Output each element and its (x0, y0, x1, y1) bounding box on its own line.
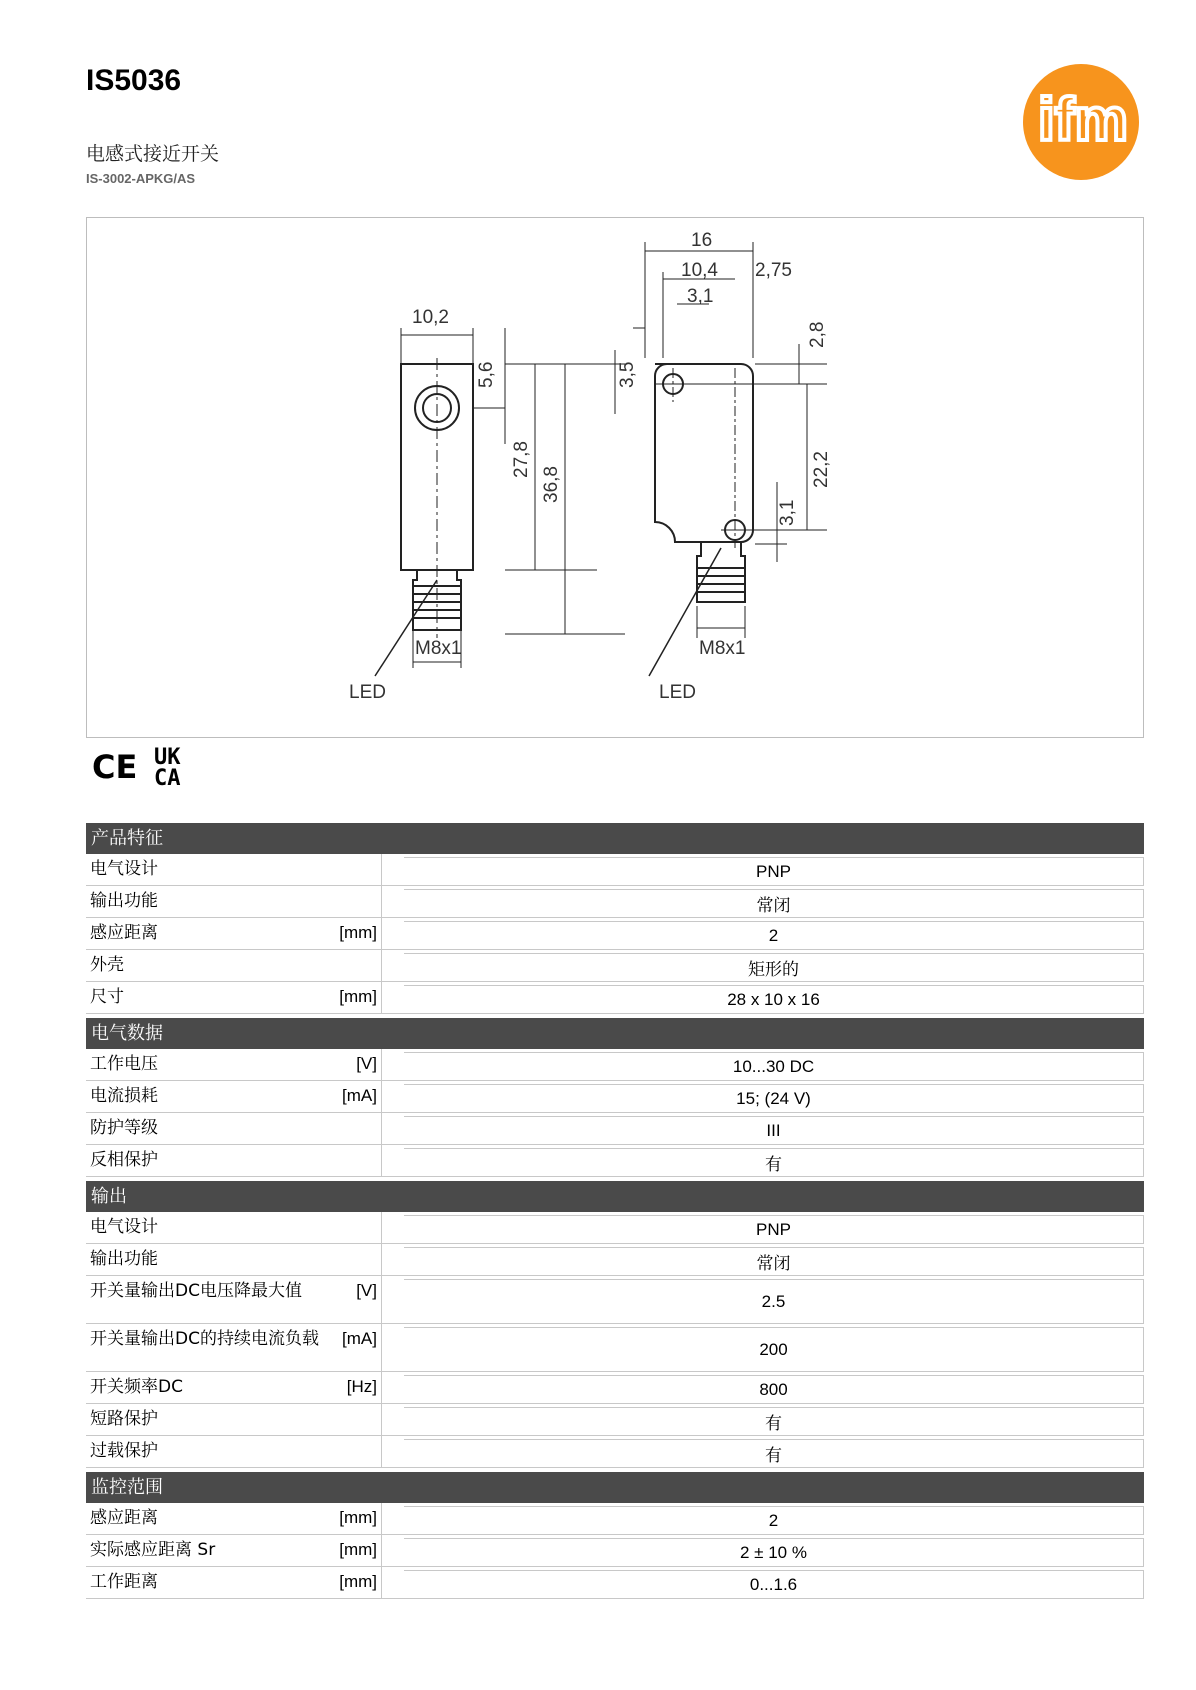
spec-unit: [Hz] (346, 1377, 377, 1396)
spec-label: 开关量输出DC电压降最大值 (90, 1281, 302, 1301)
spec-row (86, 1567, 1144, 1599)
spec-label: 电流损耗 (90, 1086, 158, 1106)
spec-unit: [V] (356, 1281, 377, 1300)
spec-row (86, 918, 1144, 950)
spec-row (86, 1081, 1144, 1113)
svg-text:2,8: 2,8 (807, 321, 828, 348)
spec-row (86, 1372, 1144, 1404)
svg-text:27,8: 27,8 (511, 441, 532, 478)
spec-unit: [mm] (339, 1508, 377, 1527)
spec-label-cell (86, 854, 382, 885)
spec-unit: [mm] (339, 987, 377, 1006)
spec-value: III (404, 1116, 1144, 1144)
spec-value: 2 (404, 1506, 1144, 1534)
spec-value: 10...30 DC (404, 1052, 1144, 1080)
svg-text:3,5: 3,5 (617, 361, 638, 388)
spec-label: 尺寸 (90, 987, 124, 1007)
spec-label-cell (86, 918, 382, 949)
spec-row (86, 1276, 1144, 1324)
part-number: IS-3002-APKG/AS (86, 171, 196, 186)
spec-label: 外壳 (90, 955, 124, 975)
svg-text:36,8: 36,8 (541, 466, 562, 503)
spec-value: 矩形的 (404, 953, 1144, 981)
spec-value: 常闭 (404, 1247, 1144, 1275)
spec-row (86, 1212, 1144, 1244)
spec-label-cell (86, 1244, 382, 1275)
section-header: 产品特征 (86, 823, 1144, 854)
spec-label-cell (86, 886, 382, 917)
spec-label: 短路保护 (90, 1409, 158, 1429)
svg-text:3,1: 3,1 (687, 286, 714, 307)
ifm-logo-icon (1021, 62, 1141, 182)
spec-value: 有 (404, 1407, 1144, 1435)
svg-text:LED: LED (349, 682, 386, 703)
spec-label-cell (86, 950, 382, 981)
spec-label-cell (86, 1145, 382, 1176)
spec-value: 常闭 (404, 889, 1144, 917)
spec-label: 过载保护 (90, 1441, 158, 1461)
spec-value: 15; (24 V) (404, 1084, 1144, 1112)
spec-label: 开关频率DC (90, 1377, 183, 1397)
spec-row (86, 1049, 1144, 1081)
spec-label: 输出功能 (90, 891, 158, 911)
section-header: 监控范围 (86, 1472, 1144, 1503)
spec-label: 防护等级 (90, 1118, 158, 1138)
spec-row (86, 1535, 1144, 1567)
spec-value: 800 (404, 1375, 1144, 1403)
spec-row (86, 886, 1144, 918)
spec-unit: [mm] (339, 1540, 377, 1559)
spec-row (86, 1324, 1144, 1372)
product-subtitle: 电感式接近开关 (86, 143, 220, 165)
spec-label: 实际感应距离 Sr (90, 1540, 216, 1560)
spec-row (86, 982, 1144, 1014)
spec-unit: [mm] (339, 1572, 377, 1591)
spec-label-cell (86, 1276, 382, 1323)
spec-value: 200 (404, 1327, 1144, 1371)
spec-unit: [mA] (342, 1329, 377, 1348)
svg-text:3,1: 3,1 (777, 499, 798, 526)
spec-row (86, 1244, 1144, 1276)
svg-text:LED: LED (659, 682, 696, 703)
spec-value: 0...1.6 (404, 1570, 1144, 1598)
spec-label: 电气设计 (90, 1217, 158, 1237)
svg-text:M8x1: M8x1 (415, 638, 462, 659)
spec-row (86, 1436, 1144, 1468)
svg-text:2,75: 2,75 (755, 260, 792, 281)
spec-value: 有 (404, 1439, 1144, 1467)
svg-text:ifm: ifm (1038, 86, 1128, 153)
spec-label-cell (86, 1049, 382, 1080)
spec-value: PNP (404, 857, 1144, 885)
spec-label-cell (86, 1436, 382, 1467)
section-header: 输出 (86, 1181, 1144, 1212)
dimension-drawing (86, 217, 1144, 738)
spec-label-cell (86, 1372, 382, 1403)
spec-row (86, 1113, 1144, 1145)
svg-text:5,6: 5,6 (476, 361, 497, 388)
spec-label-cell (86, 1212, 382, 1243)
spec-label: 电气设计 (90, 859, 158, 879)
spec-label: 工作电压 (90, 1054, 158, 1074)
spec-row (86, 950, 1144, 982)
ukca-mark-icon-bottom: CA (154, 766, 181, 788)
spec-row (86, 1503, 1144, 1535)
spec-value: 2 (404, 921, 1144, 949)
spec-label-cell (86, 1567, 382, 1598)
svg-text:10,2: 10,2 (412, 307, 449, 328)
svg-text:10,4: 10,4 (681, 260, 718, 281)
spec-label-cell (86, 1535, 382, 1566)
ce-mark-icon: CE (92, 748, 138, 786)
spec-row (86, 1404, 1144, 1436)
spec-label: 工作距离 (90, 1572, 158, 1592)
spec-value: 有 (404, 1148, 1144, 1176)
spec-label: 感应距离 (90, 923, 158, 943)
product-title: IS5036 (86, 64, 182, 97)
spec-value: PNP (404, 1215, 1144, 1243)
certification-marks (92, 744, 202, 788)
spec-label: 反相保护 (90, 1150, 158, 1170)
spec-label-cell (86, 1113, 382, 1144)
spec-label: 感应距离 (90, 1508, 158, 1528)
spec-label: 开关量输出DC的持续电流负载 (90, 1329, 319, 1349)
svg-text:16: 16 (691, 230, 713, 251)
spec-unit: [V] (356, 1054, 377, 1073)
spec-unit: [mA] (342, 1086, 377, 1105)
spec-value: 2 ± 10 % (404, 1538, 1144, 1566)
section-header: 电气数据 (86, 1018, 1144, 1049)
spec-label-cell (86, 1503, 382, 1534)
spec-label-cell (86, 982, 382, 1013)
spec-row (86, 854, 1144, 886)
ukca-mark-icon: UK (154, 745, 181, 770)
spec-label: 输出功能 (90, 1249, 158, 1269)
spec-label-cell (86, 1404, 382, 1435)
spec-value: 28 x 10 x 16 (404, 985, 1144, 1013)
spec-label-cell (86, 1081, 382, 1112)
specification-table (86, 823, 1144, 1599)
spec-label-cell (86, 1324, 382, 1371)
spec-row (86, 1145, 1144, 1177)
spec-value: 2.5 (404, 1279, 1144, 1323)
spec-unit: [mm] (339, 923, 377, 942)
svg-text:22,2: 22,2 (811, 451, 832, 488)
svg-text:M8x1: M8x1 (699, 638, 746, 659)
